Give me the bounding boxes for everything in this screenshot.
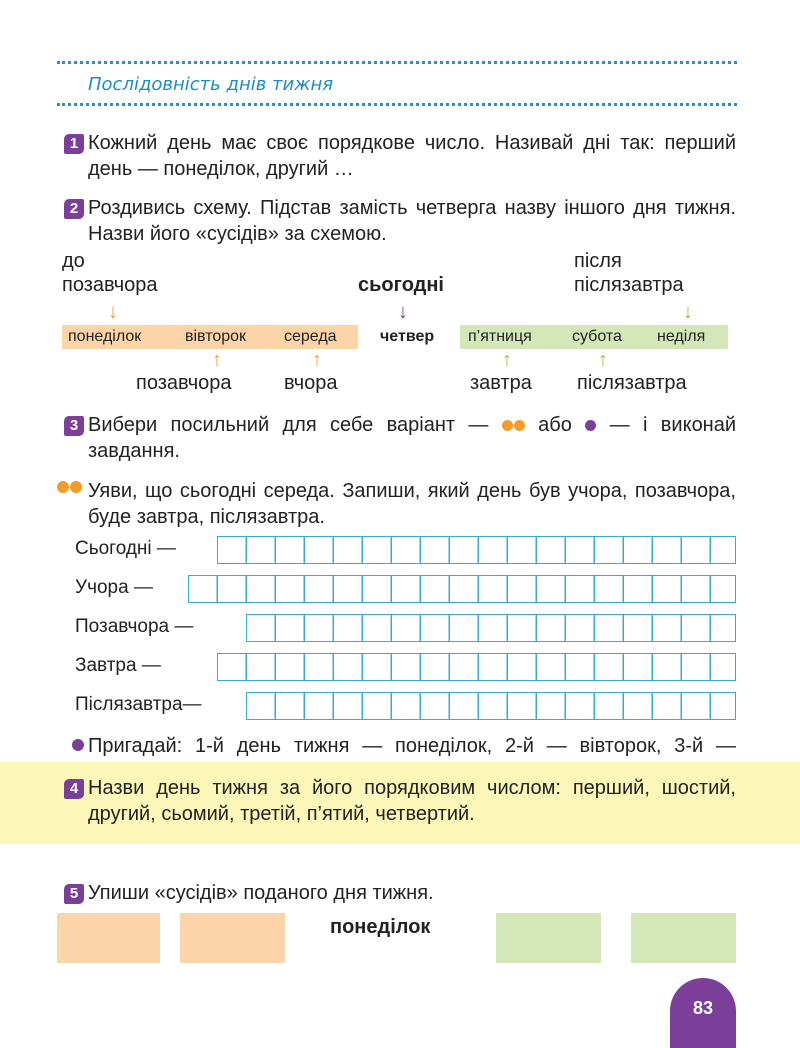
day-thursday: четвер [380, 328, 435, 345]
day-saturday: субота [572, 328, 622, 345]
label-pisliazavtra-bottom: післязавтра [577, 372, 687, 394]
label-pozavchora-top: позавчора [62, 274, 158, 296]
task-5-text: Упиши «сусідів» поданого дня тижня. [88, 882, 434, 904]
task-3-text [88, 412, 736, 464]
answer-box-1[interactable] [57, 913, 160, 963]
label-pozavchora-bottom: позавчора [136, 372, 232, 394]
answer-box-2[interactable] [180, 913, 285, 963]
task-number-1: 1 [64, 134, 84, 154]
task-number-5: 5 [64, 884, 84, 904]
arrow-down-green-icon: ↓ [683, 301, 693, 323]
label-pisliazavtra-top: післязавтра [574, 274, 684, 296]
arrow-down-orange-icon: ↓ [108, 301, 118, 323]
task-3-text-before: Вибери посильний для себе варіант — [88, 414, 489, 436]
label-vchora: вчора [284, 372, 338, 394]
two-dots-icon [502, 414, 525, 436]
task-1-text: Кожний день має своє порядкове число. Називай дні так: перший день — понеділок, другий … [88, 132, 736, 180]
label-sohodni: сьогодні [358, 274, 444, 296]
answer-grid-zavtra[interactable] [217, 653, 736, 681]
arrow-up-orange-icon: ↑ [212, 349, 222, 371]
answer-grid-pozavchora[interactable] [246, 614, 736, 642]
two-dots-icon [57, 480, 82, 494]
answer-grid-uchora[interactable] [188, 575, 736, 603]
section-heading: Послідовність днів тижня [88, 74, 334, 95]
day-monday: понеділок [68, 328, 142, 345]
row-label-pisliazavtra: Післязавтра— [75, 694, 202, 715]
arrow-down-purple-icon: ↓ [398, 301, 408, 323]
label-zavtra: завтра [470, 372, 532, 394]
answer-grid-pisliazavtra[interactable] [246, 692, 736, 720]
task-number-4: 4 [64, 779, 84, 799]
arrow-up-orange-icon: ↑ [312, 349, 322, 371]
one-dot-icon [72, 738, 84, 752]
days-strip-past [62, 325, 358, 349]
variant-two-text: Уяви, що сьогодні середа. Запиши, який день був учора, позавчора, буде завтра, післязавтра. [88, 480, 736, 528]
label-pislia: після [574, 250, 622, 272]
task-4-text: Назви день тижня за його порядковим числом: перший, шостий, другий, сьомий, третій, п’ятий, четвертий. [88, 777, 736, 825]
answer-box-4[interactable] [631, 913, 736, 963]
task-3-text-after: — і виконай завдання. [88, 414, 737, 462]
row-label-pozavchora: Позавчора — [75, 616, 194, 637]
task-number-3: 3 [64, 416, 84, 436]
variant-one-text: Пригадай: 1-й день тижня — понеділок, 2-й — вівторок, 3-й — [88, 735, 736, 757]
row-label-zavtra: Завтра — [75, 655, 161, 676]
days-strip-future [460, 325, 728, 349]
task-2-text: Роздивись схему. Підстав замість четверга назву іншого дня тижня. Назви його «сусідів» за схемою. [88, 197, 736, 245]
day-friday: п’ятниця [468, 328, 532, 345]
one-dot-icon [585, 420, 596, 431]
dotted-divider-top [57, 61, 737, 64]
dotted-divider-bottom [57, 103, 737, 106]
task-3-text-mid: або [538, 414, 572, 436]
given-day: понеділок [330, 916, 431, 938]
arrow-up-green-icon: ↑ [598, 349, 608, 371]
page-number: 83 [670, 978, 736, 1048]
day-tuesday: вівторок [185, 328, 247, 345]
label-do: до [62, 250, 85, 272]
arrow-up-green-icon: ↑ [502, 349, 512, 371]
day-sunday: неділя [657, 328, 706, 345]
day-wednesday: середа [284, 328, 337, 345]
answer-box-3[interactable] [496, 913, 601, 963]
task-number-2: 2 [64, 199, 84, 219]
row-label-uchora: Учора — [75, 577, 153, 598]
answer-grid-sohodni[interactable] [217, 536, 736, 564]
row-label-sohodni: Сьогодні — [75, 538, 176, 559]
